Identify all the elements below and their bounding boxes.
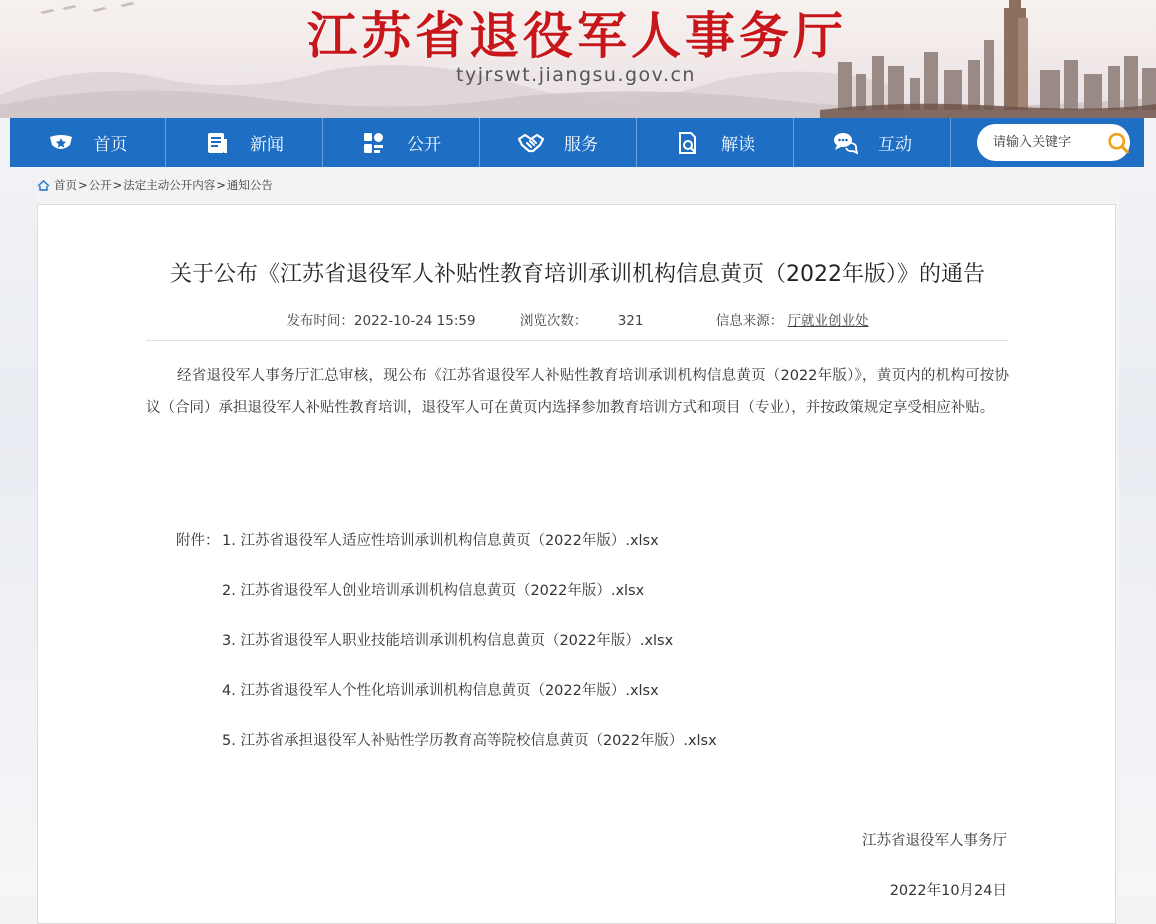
search-icon[interactable]: [1107, 130, 1130, 156]
breadcrumb-home[interactable]: 首页: [54, 178, 77, 192]
nav-item-open[interactable]: [323, 118, 480, 167]
signature-date: 2022年10月24日: [889, 883, 1007, 899]
header-banner: [0, 0, 1156, 118]
views-label: 浏览次数：: [519, 313, 588, 329]
breadcrumb: [37, 177, 273, 193]
attachment-link[interactable]: 1. 江苏省退役军人适应性培训承训机构信息黄页（2022年版）.xlsx: [222, 533, 659, 549]
nav-item-interpret[interactable]: [637, 118, 794, 167]
nav-item-interact[interactable]: [794, 118, 951, 167]
nav-item-service[interactable]: [480, 118, 637, 167]
signature-organization: 江苏省退役军人事务厅: [862, 833, 1007, 849]
attachment-link[interactable]: 2. 江苏省退役军人创业培训承训机构信息黄页（2022年版）.xlsx: [222, 583, 645, 599]
grid-icon: [361, 131, 387, 155]
nav-item-label: 服务: [564, 135, 598, 155]
chat-bubbles-icon: [832, 131, 858, 155]
article-title: 关于公布《江苏省退役军人补贴性教育培训承训机构信息黄页（2022年版）》的通告: [170, 262, 985, 287]
attachment-link[interactable]: 3. 江苏省退役军人职业技能培训承训机构信息黄页（2022年版）.xlsx: [222, 633, 674, 649]
site-domain: tyjrswt.jiangsu.gov.cn: [456, 64, 696, 86]
article-body: 经省退役军人事务厅汇总审核，现公布《江苏省退役军人补贴性教育培训承训机构信息黄页（2022年版）》，黄页内的机构可按协议（合同）承担退役军人补贴性教育培训，退役军人可在黄页内选择参加教育培训方式和项目（专业），并按政策规定享受相应补贴。: [146, 368, 1009, 416]
document-search-icon: [675, 131, 701, 155]
nav-item-news[interactable]: [166, 118, 323, 167]
attachments-label: 附件：: [176, 533, 220, 549]
nav-item-label: 解读: [721, 135, 755, 155]
source-link[interactable]: 厅就业创业处: [787, 313, 869, 329]
breadcrumb-separator: >: [112, 178, 123, 192]
star-shield-icon: [48, 131, 74, 155]
title-divider: [146, 340, 1008, 341]
left-side-background: [0, 118, 37, 897]
breadcrumb-notices[interactable]: 通知公告: [226, 178, 273, 192]
site-title: 江苏省退役军人事务厅: [307, 6, 847, 65]
article-card: [37, 204, 1116, 924]
views-count: 321: [617, 313, 644, 329]
search-input[interactable]: [991, 134, 1107, 151]
breadcrumb-statutory-disclosure[interactable]: 法定主动公开内容: [123, 178, 216, 192]
handshake-icon: [518, 131, 544, 155]
main-nav: [10, 118, 1144, 167]
right-side-background: [1119, 118, 1156, 897]
breadcrumb-open[interactable]: 公开: [88, 178, 112, 192]
home-icon: [37, 180, 50, 191]
nav-item-label: 公开: [407, 135, 441, 155]
attachment-link[interactable]: 4. 江苏省退役军人个性化培训承训机构信息黄页（2022年版）.xlsx: [222, 683, 659, 699]
nav-item-home[interactable]: [10, 118, 166, 167]
article-meta: [38, 309, 1117, 329]
breadcrumb-separator: >: [216, 178, 226, 192]
search-box: [977, 124, 1130, 161]
publish-time: 发布时间：2022-10-24 15:59: [286, 313, 476, 329]
nav-item-label: 新闻: [250, 135, 284, 155]
source-label: 信息来源：: [715, 313, 784, 329]
nav-item-label: 互动: [878, 135, 912, 155]
breadcrumb-separator: >: [78, 178, 88, 192]
news-icon: [204, 131, 230, 155]
attachment-link[interactable]: 5. 江苏省承担退役军人补贴性学历教育高等院校信息黄页（2022年版）.xlsx: [222, 733, 717, 749]
nav-item-label: 首页: [93, 135, 128, 155]
